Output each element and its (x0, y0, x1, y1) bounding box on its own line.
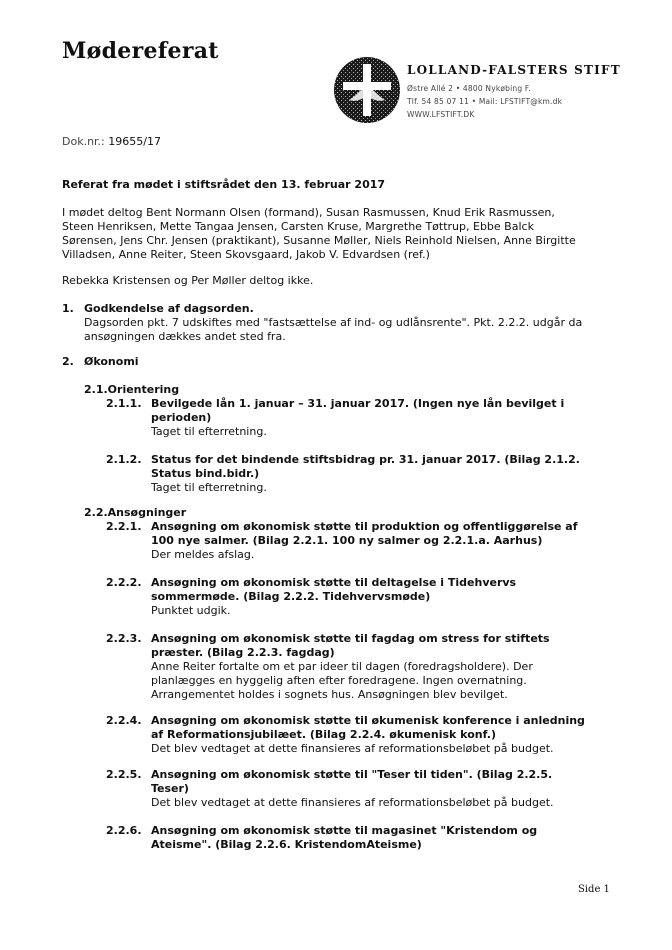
section-1-number: 1. (62, 302, 74, 315)
page-title: Mødereferat (62, 38, 219, 64)
item-number: 2.2.4. (106, 714, 142, 727)
item-number: 2.2.5. (106, 768, 142, 781)
item-title: Ansøgning om økonomisk støtte til økumenisk konference i anledning af Reformationsjubilæet. (Bilag 2.2.4. økumenisk konf.) (151, 714, 585, 741)
item-title: Ansøgning om økonomisk støtte til fagdag om stress for stiftets præster. (Bilag 2.2.3. fagdag) (151, 632, 550, 659)
item-title: Bevilgede lån 1. januar – 31. januar 2017. (Ingen nye lån bevilget i perioden) (151, 397, 565, 424)
subsection-2-1-title: 2.1.Orientering (84, 383, 180, 396)
section-1-body-line: ansøgningen dækkes andet sted fra. (84, 330, 286, 343)
item-body: Der meldes afslag. (151, 548, 255, 561)
document-number-label: Dok.nr.: (62, 135, 105, 148)
item-title: Ansøgning om økonomisk støtte til "Teser til tiden". (Bilag 2.2.5. Teser) (151, 768, 553, 795)
absent-paragraph: Rebekka Kristensen og Per Møller deltog ikke. (62, 274, 314, 287)
item-number: 2.1.2. (106, 453, 142, 466)
item-body: Det blev vedtaget at dette finansieres af reformationsbeløbet på budget. (151, 796, 554, 809)
section-1-title: Godkendelse af dagsorden. (84, 302, 254, 315)
attendance-line: Sørensen, Jens Chr. Jensen (praktikant), Susanne Møller, Niels Reinhold Nielsen, Anne Birgitte (62, 234, 576, 247)
attendance-line: Villadsen, Anne Reiter, Steen Skovsgaard, Jakob V. Edvardsen (ref.) (62, 248, 430, 261)
org-name: LOLLAND-FALSTERS STIFT (407, 63, 621, 77)
item-number: 2.1.1. (106, 397, 142, 410)
org-address: Østre Allé 2 • 4800 Nykøbing F. (407, 84, 531, 93)
section-2-title: Økonomi (84, 355, 139, 368)
item-number: 2.2.2. (106, 576, 142, 589)
subsection-2-2-title: 2.2.Ansøgninger (84, 506, 187, 519)
document-number (62, 135, 161, 148)
attendance-line: I mødet deltog Bent Normann Olsen (formand), Susan Rasmussen, Knud Erik Rasmussen, (62, 206, 555, 219)
org-web: WWW.LFSTIFT.DK (407, 110, 475, 119)
section-2-number: 2. (62, 355, 74, 368)
section-1-body (84, 316, 624, 344)
item-body: Taget til efterretning. (151, 425, 267, 438)
page-number: Side 1 (578, 884, 610, 895)
org-phone: Tlf. 54 85 07 11 • Mail: LFSTIFT@km.dk (407, 97, 563, 106)
document-number-value: 19655/17 (108, 135, 161, 148)
item-title: Ansøgning om økonomisk støtte til deltagelse i Tidehvervs sommermøde. (Bilag 2.2.2. Tidehvervsmøde) (151, 576, 517, 603)
item-number: 2.2.1. (106, 520, 142, 533)
item-body: Punktet udgik. (151, 604, 231, 617)
item-title: Status for det bindende stiftsbidrag pr. 31. januar 2017. (Bilag 2.1.2. Status bind.bidr.) (151, 453, 580, 480)
item-number: 2.2.6. (106, 824, 142, 837)
item-body: Anne Reiter fortalte om et par ideer til dagen (foredragsholdere). Der planlægges en hyggelig aften efter foredragene. Ingen overnatning. Arrangementet holdes i sognets hus. Ansøgningen blev bevilget. (151, 660, 533, 701)
attendance-line: Steen Henriksen, Mette Tangaa Jensen, Carsten Kruse, Margrethe Tøttrup, Ebbe Balck (62, 220, 534, 233)
section-1-body-line: Dagsorden pkt. 7 udskiftes med "fastsættelse af ind- og udlånsrente". Pkt. 2.2.2. udgår da (84, 316, 583, 329)
attendance-paragraph (62, 206, 622, 262)
diocese-logo-icon (333, 56, 401, 124)
item-number: 2.2.3. (106, 632, 142, 645)
item-title: Ansøgning om økonomisk støtte til magasinet "Kristendom og Ateisme". (Bilag 2.2.6. KristendomAteisme) (151, 824, 538, 851)
item-body: Taget til efterretning. (151, 481, 267, 494)
minutes-heading: Referat fra mødet i stiftsrådet den 13. februar 2017 (62, 178, 386, 191)
item-body: Det blev vedtaget at dette finansieres af reformationsbeløbet på budget. (151, 742, 554, 755)
item-title: Ansøgning om økonomisk støtte til produktion og offentliggørelse af 100 nye salmer. (Bilag 2.2.1. 100 ny salmer og 2.2.1.a. Aarhus) (151, 520, 578, 547)
